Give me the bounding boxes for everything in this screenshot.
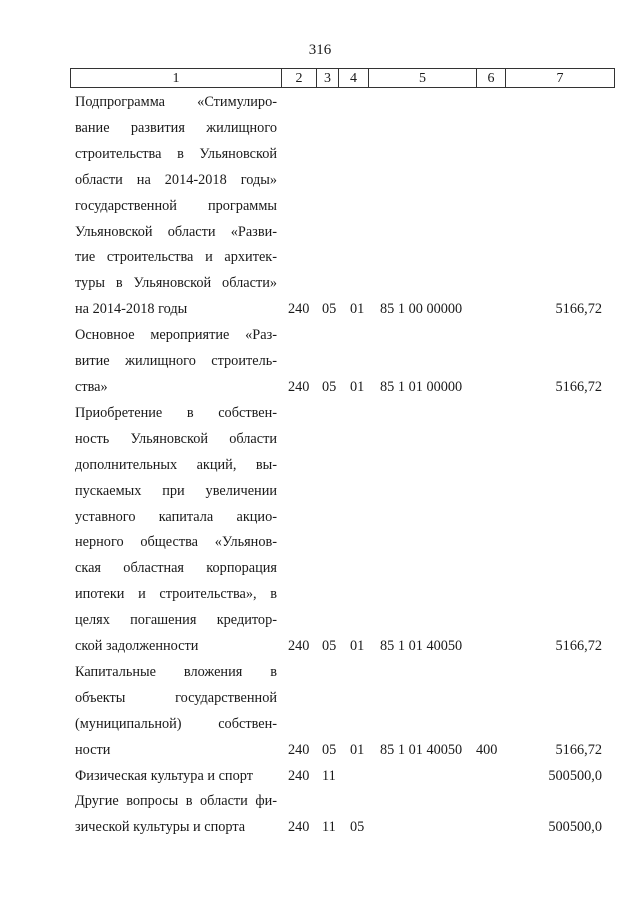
header-col-4: 4: [339, 69, 369, 87]
cell-section: 05: [322, 301, 337, 318]
description-line: государственной программы: [75, 197, 277, 214]
description-line: нерного общества «Ульянов-: [75, 534, 277, 551]
table-row: [0, 789, 640, 841]
description-line: ность Ульяновской области: [75, 430, 277, 447]
description-line: ская областная корпорация: [75, 560, 277, 577]
description-line: объекты государственной: [75, 689, 277, 706]
description-line: вание развития жилищного: [75, 119, 277, 136]
cell-amount: 5166,72: [555, 741, 602, 758]
cell-ministry-code: 240: [288, 378, 310, 395]
header-col-1: 1: [71, 69, 282, 87]
cell-target-article: 85 1 01 40050: [380, 741, 463, 758]
cell-target-article: 85 1 01 00000: [380, 378, 463, 395]
description-line: (муниципальной) собствен-: [75, 715, 277, 732]
description-line: витие жилищного строитель-: [75, 353, 277, 370]
cell-section: 05: [322, 638, 337, 655]
cell-subsection: 01: [350, 378, 365, 395]
cell-ministry-code: 240: [288, 819, 310, 836]
description-line: Физическая культура и спорт: [75, 767, 253, 784]
cell-expense-type: 400: [476, 741, 498, 758]
cell-section: 11: [322, 819, 336, 836]
cell-subsection: 01: [350, 741, 365, 758]
cell-subsection: 01: [350, 301, 365, 318]
description-line: дополнительных акций, вы-: [75, 456, 277, 473]
cell-target-article: 85 1 00 00000: [380, 301, 463, 318]
cell-amount: 5166,72: [555, 378, 602, 395]
cell-ministry-code: 240: [288, 638, 310, 655]
cell-amount: 5166,72: [555, 301, 602, 318]
table-row: [0, 90, 640, 323]
cell-amount: 500500,0: [548, 767, 602, 784]
description-line: ности: [75, 741, 111, 758]
table-body: [0, 90, 640, 841]
description-line: на 2014-2018 годы: [75, 301, 188, 318]
cell-section: 05: [322, 741, 337, 758]
row-description: [75, 764, 277, 790]
description-line: тие строительства и архитек-: [75, 249, 277, 266]
description-line: целях погашения кредитор-: [75, 612, 277, 629]
cell-ministry-code: 240: [288, 741, 310, 758]
description-line: Капитальные вложения в: [75, 663, 277, 680]
description-line: Подпрограмма «Стимулиро-: [75, 94, 277, 110]
description-line: строительства в Ульяновской: [75, 145, 277, 162]
cell-subsection: 01: [350, 638, 365, 655]
description-line: уставного капитала акцио-: [75, 508, 277, 525]
table-row: [0, 401, 640, 660]
table-header: [70, 68, 615, 88]
description-line: Основное мероприятие «Раз-: [75, 327, 277, 344]
description-line: Ульяновской области «Разви-: [75, 223, 277, 240]
cell-subsection: 05: [350, 819, 365, 836]
description-line: туры в Ульяновской области»: [75, 275, 277, 292]
description-line: пускаемых при увеличении: [75, 482, 277, 499]
description-line: области на 2014-2018 годы»: [75, 171, 277, 188]
description-line: Приобретение в собствен-: [75, 404, 277, 421]
description-line: ства»: [75, 378, 108, 395]
header-col-2: 2: [282, 69, 317, 87]
description-line: зической культуры и спорта: [75, 819, 246, 836]
cell-ministry-code: 240: [288, 301, 310, 318]
header-col-5: 5: [369, 69, 477, 87]
cell-amount: 5166,72: [555, 638, 602, 655]
header-col-3: 3: [317, 69, 339, 87]
table-row: [0, 764, 640, 790]
row-description: [75, 789, 277, 841]
page-number: 316: [308, 42, 332, 58]
cell-amount: 500500,0: [548, 819, 602, 836]
row-description: [75, 660, 277, 764]
description-line: ской задолженности: [75, 638, 199, 655]
cell-section: 05: [322, 378, 337, 395]
cell-target-article: 85 1 01 40050: [380, 638, 463, 655]
description-line: Другие вопросы в области фи-: [75, 793, 277, 810]
description-line: ипотеки и строительства», в: [75, 586, 277, 603]
row-description: [75, 90, 277, 323]
header-col-6: 6: [477, 69, 506, 87]
header-col-7: 7: [556, 71, 564, 86]
table-row: [0, 323, 640, 401]
row-description: [75, 401, 277, 660]
row-description: [75, 323, 277, 401]
cell-section: 11: [322, 767, 336, 784]
cell-ministry-code: 240: [288, 767, 310, 784]
table-row: [0, 660, 640, 764]
